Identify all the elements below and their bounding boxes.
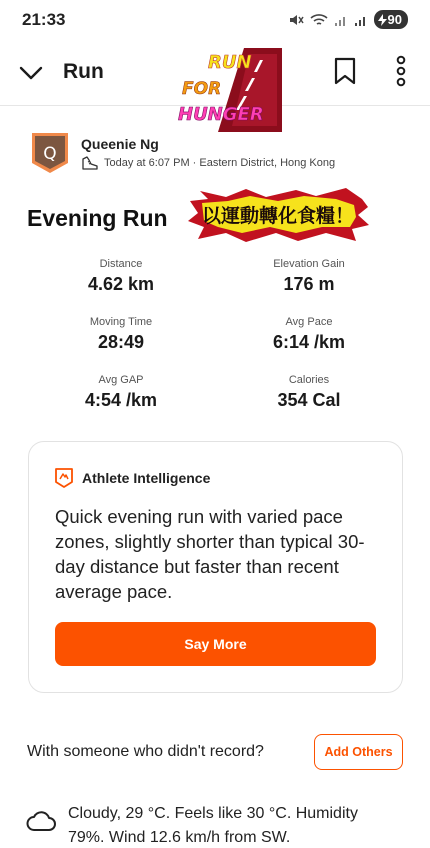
banner-text: 以運動轉化食糧！: [201, 205, 355, 227]
chevron-down-icon[interactable]: [18, 60, 44, 86]
shoe-icon: [81, 156, 99, 170]
svg-text:Q: Q: [43, 144, 57, 164]
wifi-icon: [310, 13, 328, 27]
stat-label: Calories: [288, 374, 330, 386]
battery-level: 90: [387, 12, 402, 27]
run-for-hunger-logo: [178, 46, 284, 134]
activity-meta: [81, 156, 335, 170]
stat-value: 4.62 km: [87, 274, 155, 294]
weather-info: [26, 800, 430, 848]
stat-value: 176 m: [283, 274, 335, 294]
stat-avg-gap: [36, 374, 206, 411]
stat-value: 6:14 /km: [272, 332, 346, 352]
athlete-intelligence-icon: [55, 468, 73, 488]
add-others-button[interactable]: Add Others: [314, 734, 403, 770]
battery-indicator: [374, 10, 408, 29]
stat-label: Moving Time: [89, 316, 153, 328]
stat-label: Avg Pace: [285, 316, 333, 328]
svg-text:FOR: FOR: [182, 79, 222, 99]
svg-text:HUNGER: HUNGER: [178, 104, 264, 125]
activity-title: Evening Run: [27, 205, 168, 231]
stat-calories: [224, 374, 394, 411]
say-more-button[interactable]: Say More: [55, 622, 376, 666]
stat-value: 28:49: [97, 332, 145, 352]
status-icons: [288, 10, 408, 29]
stat-avg-pace: [224, 316, 394, 353]
signal-icon: [334, 13, 348, 27]
stat-label: Distance: [99, 258, 143, 270]
status-bar: [0, 0, 430, 40]
mute-icon: [288, 13, 304, 27]
weather-text: Cloudy, 29 °C. Feels like 30 °C. Humidity 79%. Wind 12.6 km/h from SW.: [68, 805, 358, 846]
more-vertical-icon[interactable]: [394, 55, 408, 87]
with-someone-text: With someone who didn't record?: [27, 743, 264, 760]
stat-moving-time: [36, 316, 206, 353]
charging-icon: [378, 14, 387, 26]
stat-distance: [36, 258, 206, 295]
athlete-info[interactable]: [30, 130, 410, 176]
svg-text:RUN: RUN: [208, 52, 252, 73]
stat-label: Elevation Gain: [273, 258, 345, 270]
stat-value: 4:54 /km: [84, 390, 158, 410]
stat-elevation-gain: [224, 258, 394, 295]
ai-card-header: [55, 468, 210, 488]
chinese-banner: [186, 187, 370, 243]
ai-card-title: Athlete Intelligence: [82, 470, 211, 486]
stat-label: Avg GAP: [98, 374, 144, 386]
athlete-name[interactable]: Queenie Ng: [81, 136, 159, 152]
page-title: Run: [63, 60, 104, 83]
athlete-intelligence-card: [28, 441, 403, 693]
avatar[interactable]: [30, 132, 70, 174]
signal-icon: [354, 13, 368, 27]
status-time: 21:33: [22, 10, 66, 29]
activity-meta-text: Today at 6:07 PM · Eastern District, Hong Kong: [104, 157, 336, 169]
cloud-icon: [26, 810, 56, 832]
stat-value: 354 Cal: [277, 390, 341, 410]
ai-summary-text: Quick evening run with varied pace zones, slightly shorter than typical 30-day distance but faster than recent average pace.: [55, 506, 365, 602]
bookmark-icon[interactable]: [332, 56, 358, 86]
